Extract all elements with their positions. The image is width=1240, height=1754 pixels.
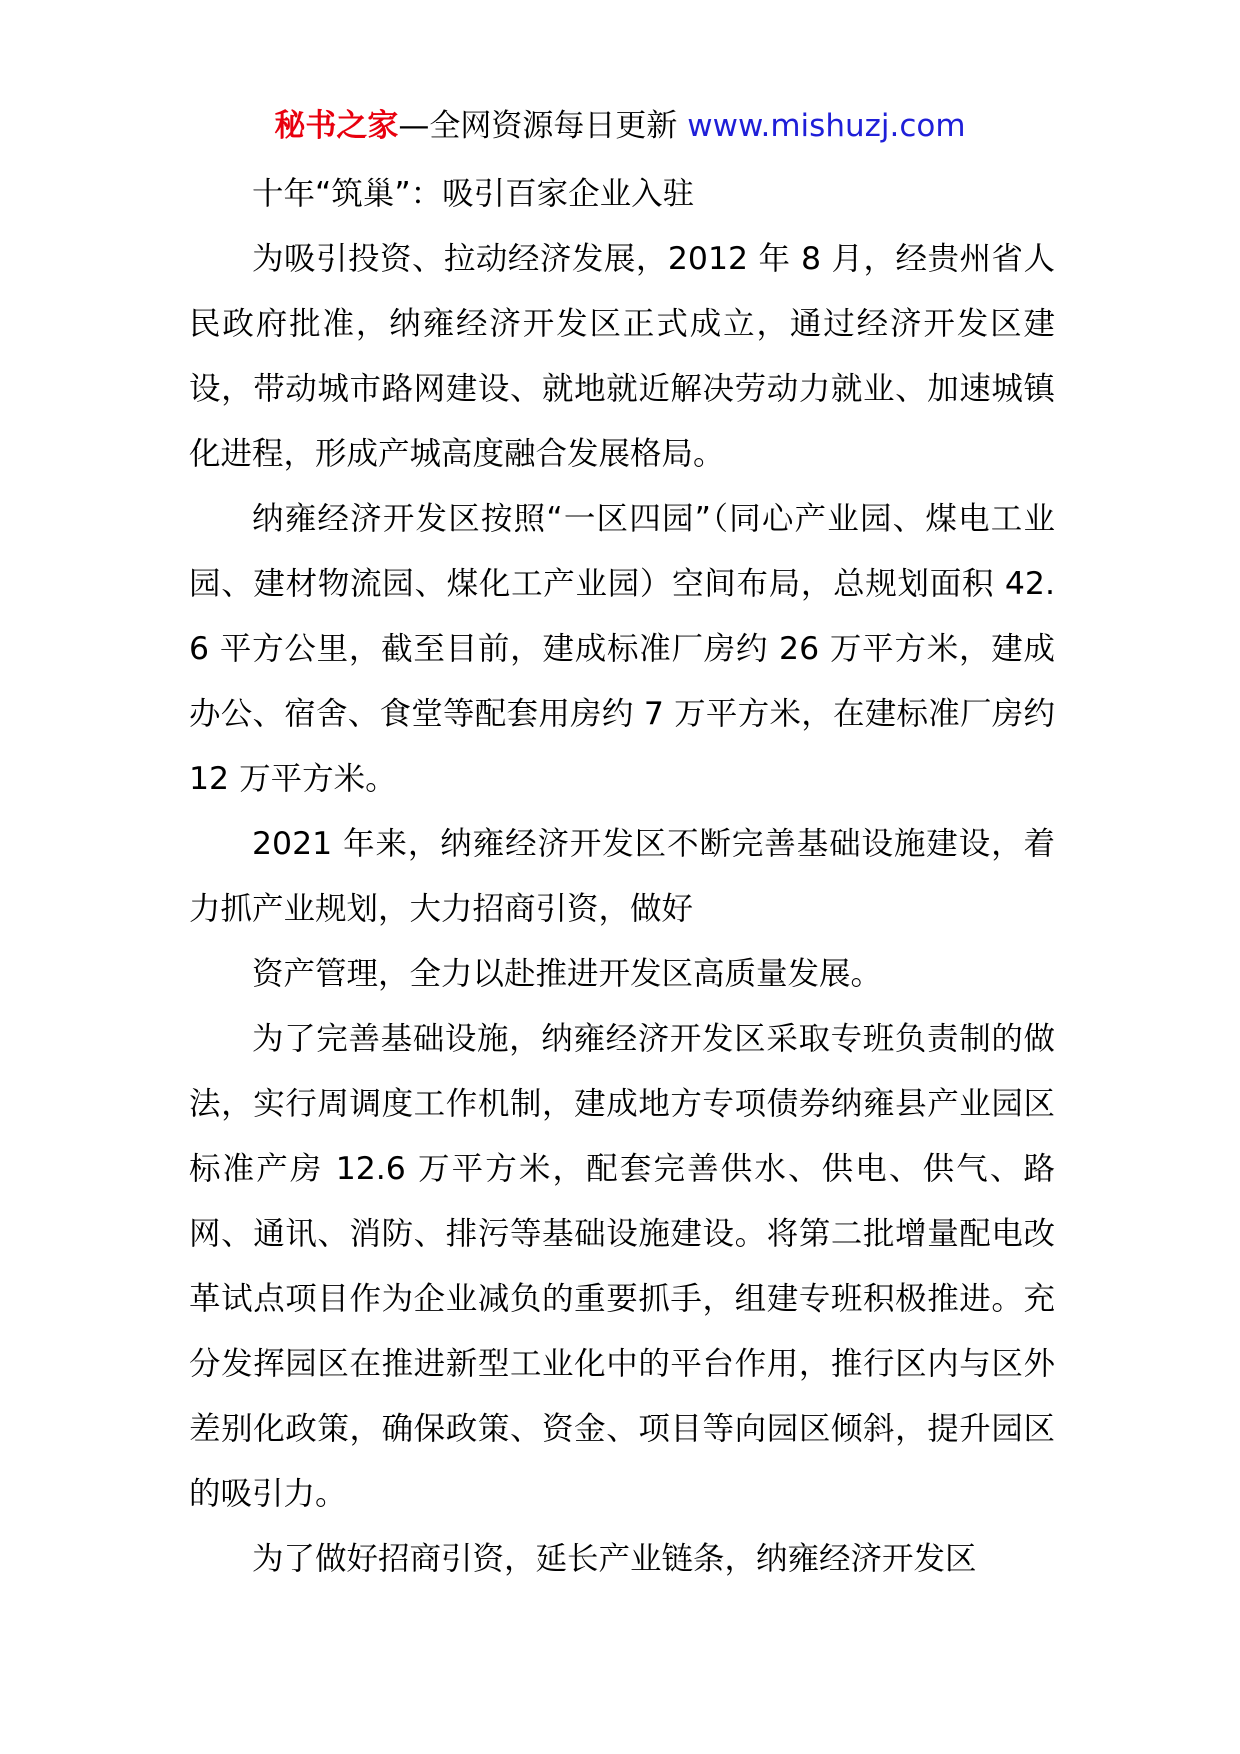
paragraph: 为了做好招商引资，延长产业链条，纳雍经济开发区 <box>252 1541 977 1577</box>
site-brand-name: 秘书之家 <box>274 108 399 144</box>
site-url-link[interactable]: www.mishuzj.com <box>687 108 966 144</box>
document-body <box>189 162 1055 1592</box>
site-header <box>0 104 1240 148</box>
paragraph: 2021 年来，纳雍经济开发区不断完善基础设施建设，着力抓产业规划，大力招商引资，做好 <box>189 826 1055 927</box>
site-tagline: —全网资源每日更新 <box>398 108 678 144</box>
paragraph: 为吸引投资、拉动经济发展，2012 年 8 月，经贵州省人民政府批准，纳雍经济开发区正式成立，通过经济开发区建设，带动城市路网建设、就地就近解决劳动力就业、加速城镇化进程，形成产城高度融合发展格局。 <box>189 241 1055 472</box>
paragraph: 纳雍经济开发区按照“一区四园”（同心产业园、煤电工业园、建材物流园、煤化工产业园）空间布局，总规划面积 42.6 平方公里，截至目前，建成标准厂房约 26 万平方米，建成办公、宿舍、食堂等配套用房约 7 万平方米，在建标准厂房约 12 万平方米。 <box>189 501 1055 797</box>
paragraph: 为了完善基础设施，纳雍经济开发区采取专班负责制的做法，实行周调度工作机制，建成地方专项债券纳雍县产业园区标准产房 12.6 万平方米，配套完善供水、供电、供气、路网、通讯、消防、排污等基础设施建设。将第二批增量配电改革试点项目作为企业减负的重要抓手，组建专班积极推进。充分发挥园区在推进新型工业化中的平台作用，推行区内与区外差别化政策，确保政策、资金、项目等向园区倾斜，提升园区的吸引力。 <box>189 1021 1055 1512</box>
paragraph: 资产管理，全力以赴推进开发区高质量发展。 <box>252 956 883 992</box>
section-heading: 十年“筑巢”：吸引百家企业入驻 <box>252 176 695 212</box>
